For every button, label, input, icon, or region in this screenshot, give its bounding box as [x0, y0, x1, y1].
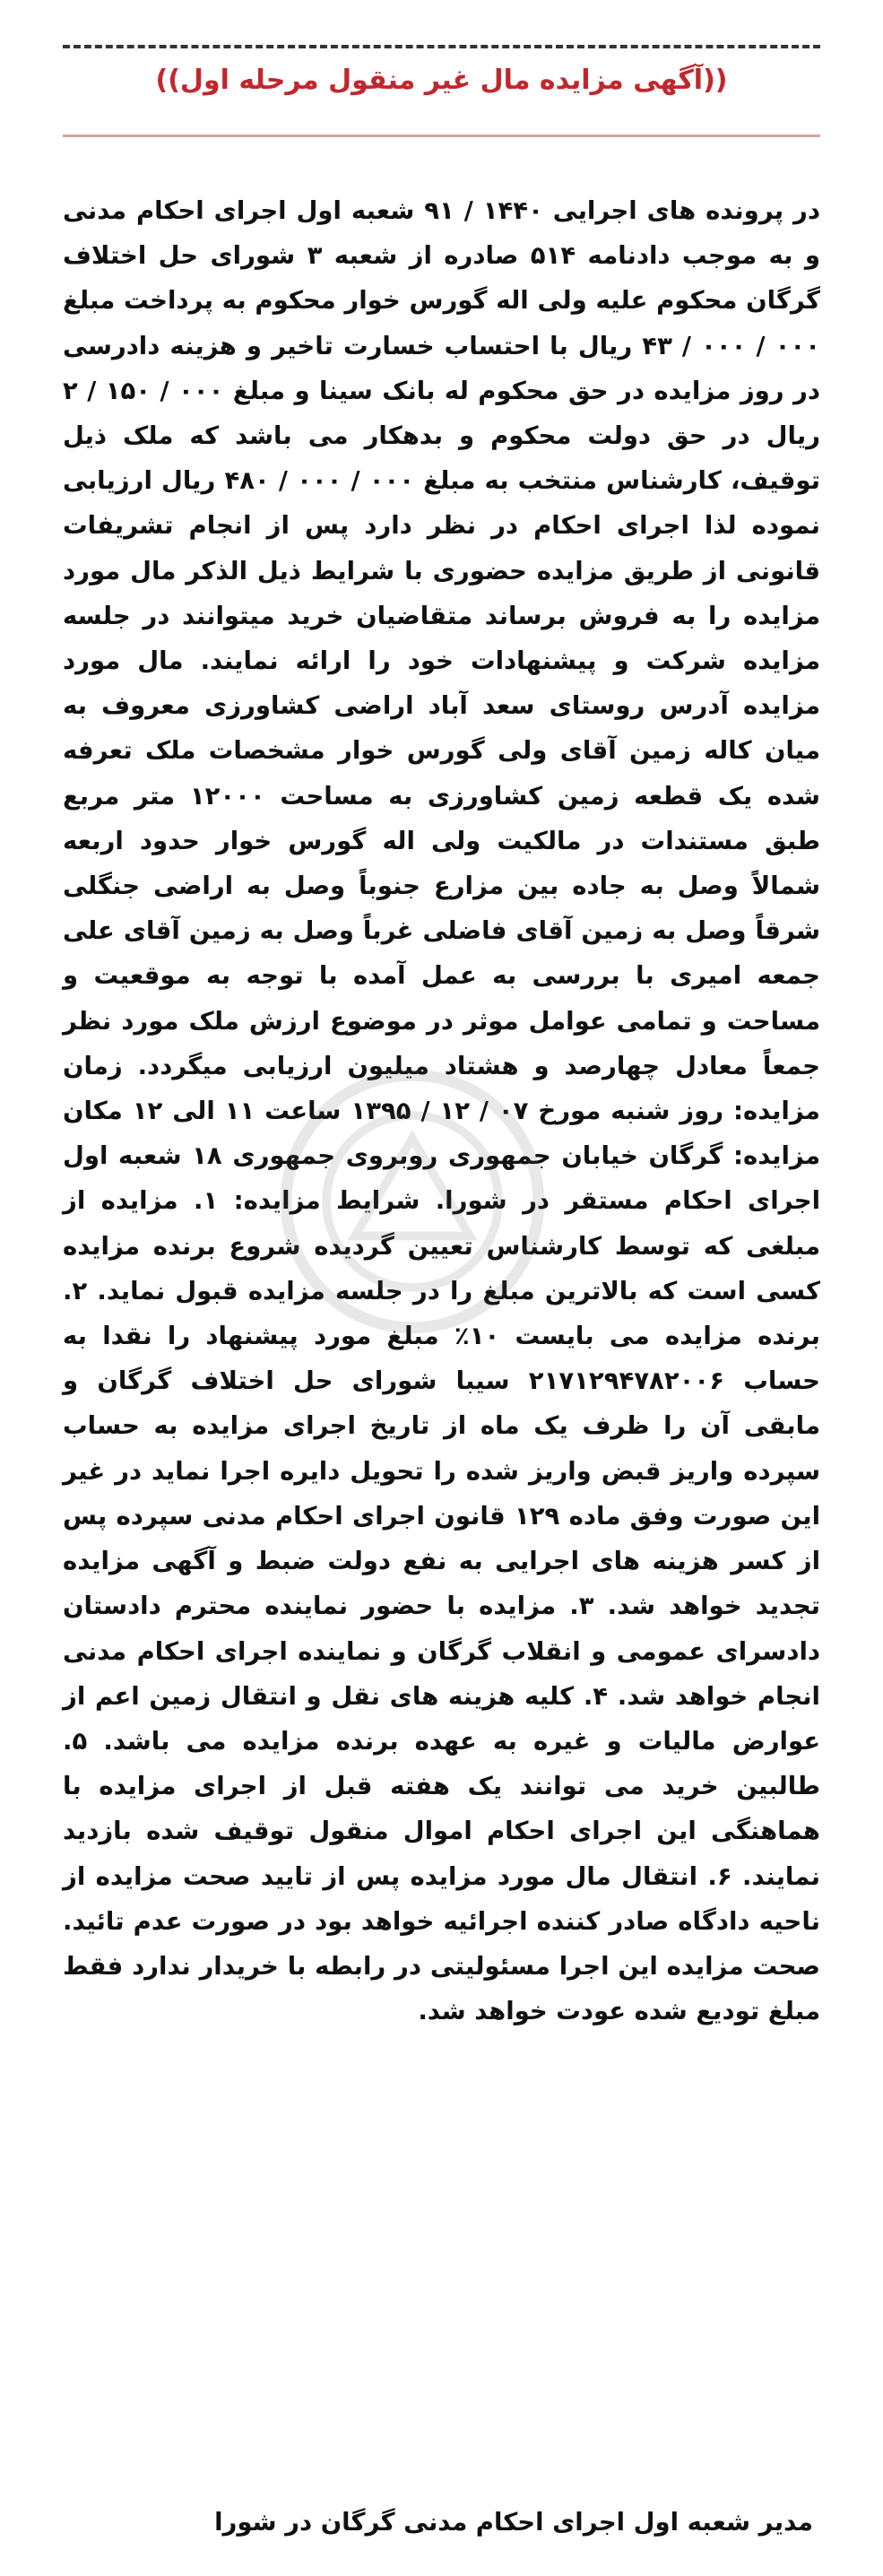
title-underline	[63, 134, 820, 137]
notice-title: ((آگهی مزایده مال غیر منقول مرحله اول))	[155, 65, 728, 96]
notice-body: در پرونده های اجرایی ۱۴۴۰ / ۹۱ شعبه اول اجرای احکام مدنی و به موجب دادنامه ۵۱۴ صادره از شعبه ۳ شورای حل اختلاف گرگان محکوم علیه ولی اله گورس خوار محکوم به پرداخت مبلغ ۰۰۰ / ۰۰۰ / ۴۳ ریال با احتساب خسارت تاخیر و هزینه دادرسی در روز مزایده در حق محکوم له بانک سینا و مبلغ ۰۰۰ / ۱۵۰ / ۲ ریال در حق دولت محکوم و بدهکار می باشد که ملک ذیل توقیف، کارشناس منتخب به مبلغ ۰۰۰ / ۰۰۰ / ۴۸۰ ریال ارزیابی نموده لذا اجرای احکام در نظر دارد پس از انجام تشریفات قانونی از طریق مزایده حضوری با شرایط ذیل الذکر مال مورد مزایده را به فروش برساند متقاضیان خرید میتوانند در جلسه مزایده شرکت و پیشنهادات خود را ارائه نمایند. مال مورد مزایده آدرس روستای سعد آباد اراضی کشاورزی معروف به میان کاله زمین آقای ولی گورس خوار مشخصات ملک تعرفه شده یک قطعه زمین کشاورزی به مساحت ۱۲۰۰۰ متر مربع طبق مستندات در مالکیت ولی اله گورس خوار حدود اربعه شمالاً وصل به جاده بین مزارع جنوباً وصل به اراضی جنگلی شرقاً وصل به زمین آقای فاضلی غرباً وصل به زمین آقای علی جمعه امیری با بررسی به عمل آمده با توجه به موقعیت و مساحت و تمامی عوامل موثر در موضوع ارزش ملک مورد نظر جمعاً معادل چهارصد و هشتاد میلیون ارزیابی میگردد. زمان مزایده: روز شنبه مورخ ۰۷ / ۱۲ / ۱۳۹۵ ساعت ۱۱ الی ۱۲ مکان مزایده: گرگان خیابان جمهوری روبروی جمهوری ۱۸ شعبه اول اجرای احکام مستقر در شورا. شرایط مزایده: ۱. مزایده از مبلغی که توسط کارشناس تعیین گردیده شروع برنده مزایده کسی است که بالاترین مبلغ را در جلسه مزایده قبول نماید. ۲. برنده مزایده می بایست ۱۰٪ مبلغ مورد پیشنهاد را نقدا به حساب ۲۱۷۱۲۹۴۷۸۲۰۰۶ سیبا شورای حل اختلاف گرگان و مابقی آن را ظرف یک ماه از تاریخ اجرای مزایده به حساب سپرده واریز قبض واریز شده را تحویل دایره اجرا نماید در غیر این صورت وفق ماده ۱۲۹ قانون اجرای احکام مدنی سپرده پس از کسر هزینه های اجرایی به نفع دولت ضبط و آگهی مزایده تجدید خواهد شد. ۳. مزایده با حضور نماینده محترم دادستان دادسرای عمومی و انقلاب گرگان و نماینده اجرای احکام مدنی انجام خواهد شد. ۴. کلیه هزینه های نقل و انتقال زمین اعم از عوارض مالیات و غیره به عهده برنده مزایده می باشد. ۵. طالبین خرید می توانند یک هفته قبل از اجرای مزایده با هماهنگی این اجرای احکام اموال منقول توقیف شده بازدید نمایند. ۶. انتقال مال مورد مزایده پس از تایید صحت مزایده از ناحیه دادگاه صادر کننده اجرائیه خواهد بود در صورت عدم تائید. صحت مزایده این اجرا مسئولیتی در رابطه با خریدار ندارد فقط مبلغ تودیع شده عودت خواهد شد.	[63, 196, 821, 2026]
notice-signature: مدیر شعبه اول اجرای احکام مدنی گرگان در شورا	[214, 2508, 813, 2537]
top-dashed-rule	[63, 45, 820, 48]
